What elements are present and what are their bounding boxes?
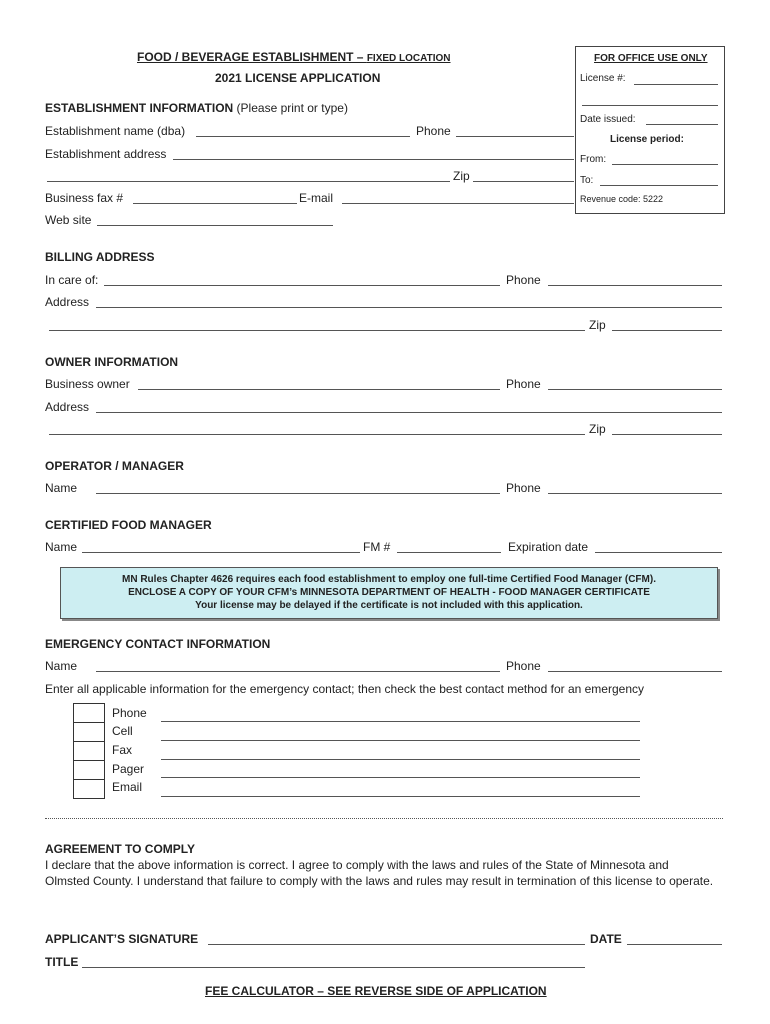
establishment-address-label: Establishment address — [45, 147, 167, 161]
billing-zip-label: Zip — [589, 318, 606, 332]
business-fax-field[interactable] — [133, 203, 297, 204]
fax-checkbox[interactable] — [73, 741, 105, 761]
fm-number-field[interactable] — [397, 552, 501, 553]
date-label: DATE — [590, 932, 622, 946]
business-fax-label: Business fax # — [45, 191, 124, 205]
emergency-heading: EMERGENCY CONTACT INFORMATION — [45, 637, 271, 651]
billing-care-of-field[interactable] — [104, 285, 500, 286]
method-fax-field[interactable] — [161, 759, 640, 760]
method-phone-field[interactable] — [161, 721, 640, 722]
emergency-phone-label: Phone — [506, 659, 541, 673]
billing-address-field[interactable] — [96, 307, 722, 308]
license-period-label: License period: — [610, 134, 684, 145]
method-email-label: Email — [112, 780, 143, 794]
phone-checkbox[interactable] — [73, 703, 105, 723]
establishment-heading-text: ESTABLISHMENT INFORMATION — [45, 101, 234, 115]
section-divider — [45, 818, 723, 819]
signature-label: APPLICANT’S SIGNATURE — [45, 932, 199, 946]
to-label: To: — [580, 175, 594, 186]
to-field[interactable] — [600, 185, 718, 186]
establishment-zip-label: Zip — [453, 169, 470, 183]
establishment-heading-note: (Please print or type) — [233, 101, 348, 115]
notice-line-2: ENCLOSE A COPY OF YOUR CFM’s MINNESOTA DEPARTMENT OF HEALTH - FOOD MANAGER CERTIFICATE — [128, 587, 650, 598]
pager-checkbox[interactable] — [73, 760, 105, 780]
emergency-phone-field[interactable] — [548, 671, 722, 672]
operator-name-field[interactable] — [96, 493, 500, 494]
owner-address-line2-field[interactable] — [49, 434, 585, 435]
revenue-code: Revenue code: 5222 — [580, 194, 664, 204]
establishment-phone-label: Phone — [416, 124, 451, 138]
emergency-name-label: Name — [45, 659, 78, 673]
email-label: E-mail — [299, 191, 334, 205]
office-blank-field[interactable] — [582, 105, 718, 106]
form-title — [137, 50, 451, 64]
billing-phone-label: Phone — [506, 273, 541, 287]
method-pager-field[interactable] — [161, 777, 640, 778]
billing-zip-field[interactable] — [612, 330, 722, 331]
from-label: From: — [580, 154, 607, 165]
email-field[interactable] — [342, 203, 574, 204]
establishment-zip-field[interactable] — [473, 181, 574, 182]
operator-name-label: Name — [45, 481, 78, 495]
owner-address-field[interactable] — [96, 412, 722, 413]
cell-checkbox[interactable] — [73, 722, 105, 742]
method-cell-label: Cell — [112, 724, 133, 738]
title-field[interactable] — [82, 967, 585, 968]
operator-phone-label: Phone — [506, 481, 541, 495]
owner-phone-field[interactable] — [548, 389, 722, 390]
cfm-name-label: Name — [45, 540, 78, 554]
operator-phone-field[interactable] — [548, 493, 722, 494]
owner-zip-label: Zip — [589, 422, 606, 436]
business-owner-field[interactable] — [138, 389, 500, 390]
license-number-label: License #: — [580, 73, 626, 84]
method-phone-label: Phone — [112, 706, 147, 720]
emergency-instructions: Enter all applicable information for the emergency contact; then check the best contact method for an emergency — [45, 682, 644, 696]
method-cell-field[interactable] — [161, 740, 640, 741]
notice-line-3: Your license may be delayed if the certificate is not included with this application. — [195, 600, 583, 611]
establishment-address-field[interactable] — [173, 159, 574, 160]
website-field[interactable] — [97, 225, 333, 226]
notice-line-1: MN Rules Chapter 4626 requires each food establishment to employ one full-time Certified Food Manager (CFM). — [122, 574, 656, 585]
agreement-text: I declare that the above information is correct. I agree to comply with the laws and rules of the State of Minnesota and Olmsted County. I understand that failure to comply with the laws and rules may result in termination of this license to operate. — [45, 858, 714, 888]
owner-address-label: Address — [45, 400, 90, 414]
method-fax-label: Fax — [112, 743, 133, 757]
expiration-date-field[interactable] — [595, 552, 722, 553]
establishment-name-label: Establishment name (dba) — [45, 124, 186, 138]
office-heading: FOR OFFICE USE ONLY — [594, 53, 708, 64]
from-field[interactable] — [612, 164, 718, 165]
date-issued-field[interactable] — [646, 124, 718, 125]
form-subtitle: 2021 LICENSE APPLICATION — [215, 71, 381, 85]
signature-field[interactable] — [208, 944, 585, 945]
owner-heading: OWNER INFORMATION — [45, 355, 179, 369]
establishment-phone-field[interactable] — [456, 136, 574, 137]
cfm-name-field[interactable] — [82, 552, 360, 553]
billing-address-line2-field[interactable] — [49, 330, 585, 331]
owner-zip-field[interactable] — [612, 434, 722, 435]
fm-number-label: FM # — [363, 540, 391, 554]
date-field[interactable] — [627, 944, 722, 945]
establishment-name-field[interactable] — [196, 136, 410, 137]
method-pager-label: Pager — [112, 762, 145, 776]
method-email-field[interactable] — [161, 796, 640, 797]
office-use-box — [575, 46, 725, 214]
license-number-field[interactable] — [634, 84, 718, 85]
fee-calculator-note: FEE CALCULATOR – SEE REVERSE SIDE OF APPLICATION — [205, 984, 547, 998]
billing-care-of-label: In care of: — [45, 273, 99, 287]
agreement-heading: AGREEMENT TO COMPLY — [45, 842, 196, 856]
business-owner-label: Business owner — [45, 377, 130, 391]
title-label: TITLE — [45, 955, 79, 969]
billing-heading: BILLING ADDRESS — [45, 250, 155, 264]
emergency-name-field[interactable] — [96, 671, 500, 672]
form-title-suffix: FIXED LOCATION — [366, 53, 451, 64]
form-title-main: FOOD / BEVERAGE ESTABLISHMENT – — [137, 50, 367, 64]
expiration-date-label: Expiration date — [508, 540, 589, 554]
billing-address-label: Address — [45, 295, 90, 309]
cfm-heading: CERTIFIED FOOD MANAGER — [45, 518, 212, 532]
establishment-address-line2-field[interactable] — [47, 181, 450, 182]
website-label: Web site — [45, 213, 92, 227]
owner-phone-label: Phone — [506, 377, 541, 391]
operator-heading: OPERATOR / MANAGER — [45, 459, 184, 473]
date-issued-label: Date issued: — [580, 114, 636, 125]
email-checkbox[interactable] — [73, 779, 105, 799]
establishment-heading — [45, 101, 348, 115]
cfm-notice-box — [60, 567, 718, 619]
billing-phone-field[interactable] — [548, 285, 722, 286]
